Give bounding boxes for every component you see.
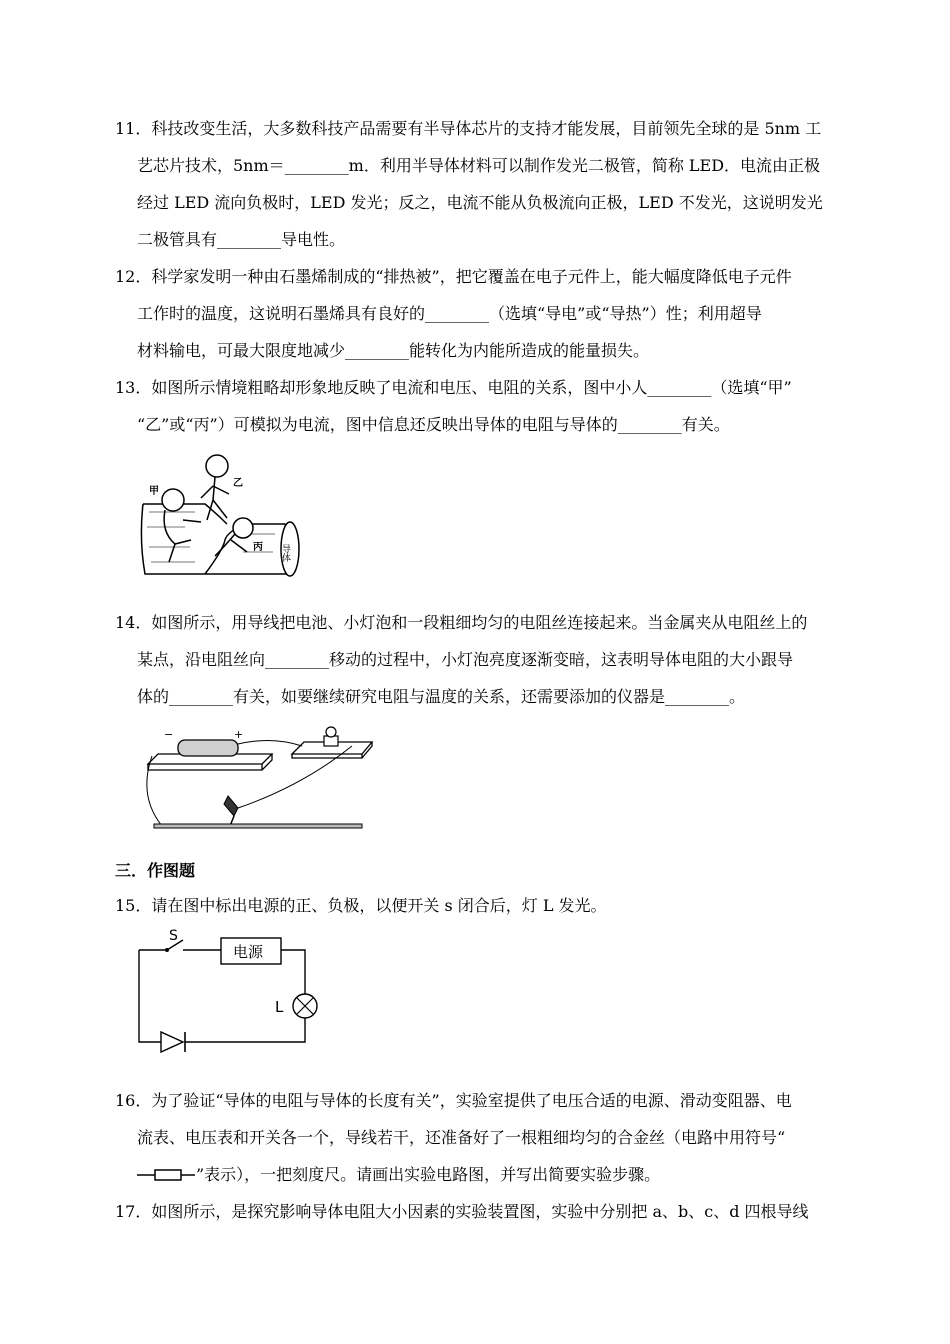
q13-label-bing: 丙 [253,542,263,553]
q14-figure-circuit [142,726,374,834]
q15-label-switch: S [169,928,178,944]
q13-line-2: “乙”或“丙”）可模拟为电流，图中信息还反映出导体的电阻与导体的________有关。 [137,415,730,434]
q15-figure-circuit [125,926,335,1062]
q16-line-2: 流表、电压表和开关各一个，导线若干，还准备好了一根粗细均匀的合金丝（电路中用符号“ [137,1128,786,1147]
q14-line-1: 14．如图所示，用导线把电池、小灯泡和一段粗细均匀的电阻丝连接起来。当金属夹从电阻丝上的 [115,613,808,632]
q11-line-3: 经过 LED 流向负极时，LED 发光；反之，电流不能从负极流向正极，LED 不发光，这说明发光 [137,193,823,212]
q15-label-lamp: L [275,998,284,1016]
q15-line-1: 15．请在图中标出电源的正、负极，以便开关 s 闭合后，灯 L 发光。 [115,896,607,915]
diode-icon [161,1032,183,1052]
battery-icon [178,740,238,756]
q11-line-2: 艺芯片技术，5nm＝________m．利用半导体材料可以制作发光二极管，简称 LED．电流由正极 [137,156,821,175]
q17-line-1: 17．如图所示，是探究影响导体电阻大小因素的实验装置图，实验中分别把 a、b、c、d 四根导线 [115,1202,809,1221]
q12-line-3: 材料输电，可最大限度地减少________能转化为内能所造成的能量损失。 [137,341,650,360]
resistor-symbol-icon [137,1164,195,1186]
bulb-icon [326,727,336,737]
q13-label-jia: 甲 [149,486,159,497]
q13-label-yi: 乙 [233,478,243,489]
q14-line-2: 某点，沿电阻丝向________移动的过程中，小灯泡亮度逐渐变暗，这表明导体电阻的大小跟导 [137,650,794,669]
q11-line-1: 11．科技改变生活，大多数科技产品需要有半导体芯片的支持才能发展，目前领先全球的是 5nm 工 [115,119,822,138]
q14-label-minus: − [164,728,174,741]
q15-label-source: 电源 [233,943,264,961]
q14-line-3: 体的________有关，如要继续研究电阻与温度的关系，还需要添加的仪器是________。 [137,687,746,706]
q14-label-plus: + [234,728,244,741]
q12-line-2: 工作时的温度，这说明石墨烯具有良好的________（选填“导电”或“导热”）性；利用超导 [137,304,762,323]
q16-line-1: 16．为了验证“导体的电阻与导体的长度有关”，实验室提供了电压合适的电源、滑动变阻器、电 [115,1091,792,1110]
section-title: 三．作图题 [115,861,196,880]
q16-line-3: ”表示），一把刻度尺。请画出实验电路图，并写出简要实验步骤。 [196,1165,661,1184]
q12-line-1: 12．科学家发明一种由石墨烯制成的“排热被”，把它覆盖在电子元件上，能大幅度降低电子元件 [115,267,792,286]
q11-line-4: 二极管具有________导电性。 [137,230,346,249]
q13-figure-conductor [135,452,307,580]
q13-line-1: 13．如图所示情境粗略却形象地反映了电流和电压、电阻的关系，图中小人________（选填“甲” [115,378,792,397]
q13-label-daoti: 导体 [280,544,290,562]
